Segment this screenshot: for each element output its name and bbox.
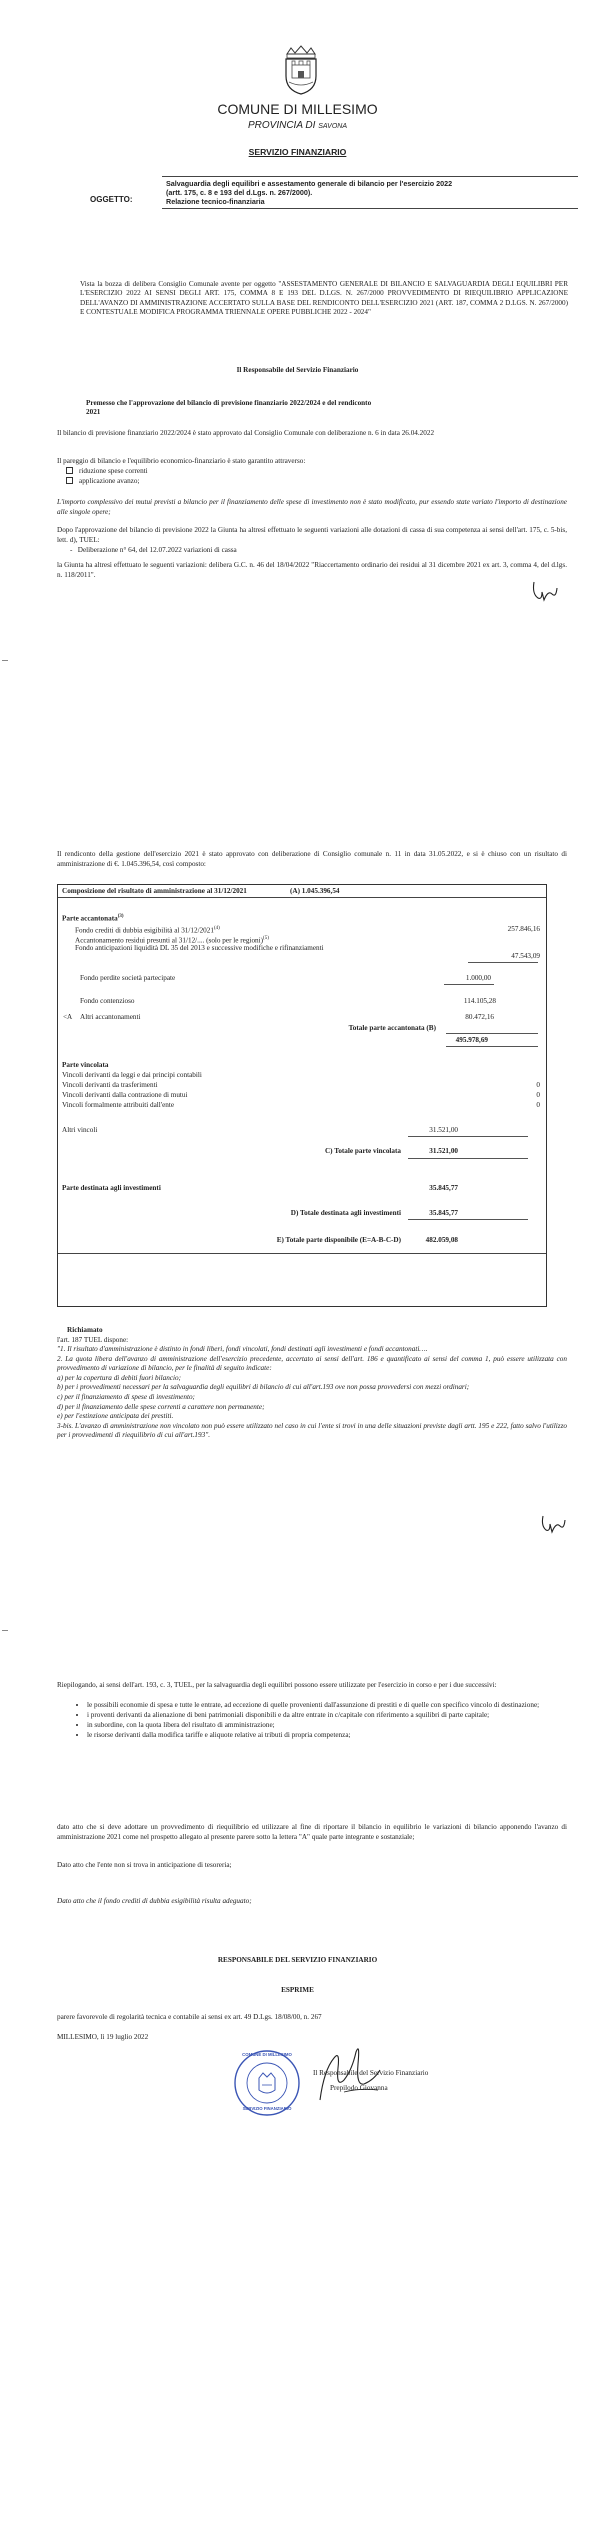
inv-total-label: D) Totale destinata agli investimenti [290,1209,401,1217]
vinc-row-5-value: 31.521,00 [429,1126,458,1134]
vinc-row-5-label: Altri vincoli [62,1126,98,1134]
accant-row-4-label: Fondo perdite società partecipate [80,974,176,982]
subject-section [90,175,578,215]
riepilogando-bullet-2: • i proventi derivanti da alienazione di beni patrimoniali disponibili e da altre entrate in c/capitale con riferimento a squilibri di parte capitale; [87,1710,577,1720]
free-total-value: 482.059,08 [425,1236,458,1244]
subject-label: OGGETTO: [90,195,133,204]
premise-check-2 [66,476,139,486]
richiamato-intro: l'art. 187 TUEL dispone: [57,1336,129,1344]
vinc-row-4-label: Vincoli formalmente attribuiti dall'ente [62,1101,175,1109]
free-total-label: E) Totale parte disponibile (E=A-B-C-D) [276,1236,401,1244]
dato-atto-3: Dato atto che il fondo crediti di dubbia esigibilità risulta adeguato; [57,1897,252,1905]
vinc-row-5-rule [408,1136,528,1137]
accant-title-sup: (3) [117,914,124,919]
check-label-1: riduzione spese correnti [79,467,148,475]
accant-row-4-value: 1.000,00 [465,974,491,982]
table-bottom-rule [58,1253,546,1254]
inv-label: Parte destinata agli investimenti [62,1184,161,1192]
dash-marker: - [70,546,78,554]
inv-value: 35.845,77 [429,1184,458,1192]
service-title: SERVIZIO FINANZIARIO [248,147,347,157]
premise-p3-text: L'importo complessivo dei mutui previsti a bilancio per il finanziamento delle spese di investimento non è stato modificato, pur essendo state variato l'importo di destinazione alle singole opere; [57,498,567,516]
subject-line-3: Relazione tecnico-finanziaria [166,197,265,206]
province-line [0,120,595,131]
sign-title: Il Responsabile del Servizio Finanziario [313,2069,429,2077]
accant-total-label: Totale parte accantonata (B) [348,1024,436,1032]
vinc-row-3-label: Vincoli derivanti dalla contrazione di mutui [62,1091,188,1099]
vinc-total-value: 31.521,00 [429,1147,458,1155]
richiamato-title: Richiamato [67,1326,103,1334]
richiamato-line-7: e) per l'estinzione anticipata dei prestiti. [57,1412,174,1421]
riepilogando-list [57,1700,577,1740]
result-table [57,884,547,1307]
handwritten-initials-2 [540,1512,568,1541]
stamp-top-text: COMUNE DI MILLESIMO [242,2052,292,2057]
riepilogando-bullet-3: • in subordine, con la quota libera del risultato di amministrazione; [87,1720,577,1730]
accant-row-3-rule [468,962,538,963]
province-name: SAVONA [318,123,347,130]
table-header-value: (A) 1.045.396,54 [290,887,340,895]
dato-atto-1: dato atto che si deve adottare un provvedimento di riequilibrio ed utilizzare al fine di riportare il bilancio in equilibrio le variazioni di bilancio apponendo l'avanzo di amministrazione 2021 come nel prospetto allegato al presente parere sotto la lettera "A" quale parte integrante e sostanziale; [57,1823,567,1841]
intro-paragraph: Vista la bozza di delibera Consiglio Comunale avente per oggetto "ASSESTAMENTO GENERALE DI BILANCIO E SALVAGUARDIA DEGLI EQUILIBRI PER L'ESERCIZIO 2022 AI SENSI DEGLI ART. 175, COMMA 8 E 193 DEL D.LGS. N. 267/2000 PROVVEDIMENTO DI RIEQUILIBRIO APPLICAZIONE DELL'AVANZO DI AMMINISTRAZIONE ACCERTATO SULLA BASE DEL RENDICONTO DELL'ESERCIZIO 2021 (ART. 187, COMMA 2 D.LGS. N. 267/2000) E CONTESTUALE MODIFICA PROGRAMMA TRIENNALE OPERE PUBBLICHE 2022 - 2024" [80,280,568,316]
rendiconto-paragraph: Il rendiconto della gestione dell'esercizio 2021 è stato approvato con deliberazione di Consiglio comunale n. 11 in data 31.05.2022, e si è chiuso con un risultato di amministrazione di €. 1.045.396,54, così composto: [57,850,567,868]
dato-atto-2: Dato atto che l'ente non si trova in anticipazione di tesoreria; [57,1861,232,1869]
richiamato-line-8: 3-bis. L'avanzo di amministrazione non vincolato non può essere utilizzato nel caso in cui l'ente si trovi in una delle situazioni previste dagli artt. 195 e 222, fatto salvo l'utilizzo per i provvedimenti di riequilibrio di cui all'art.193". [57,1421,567,1440]
vinc-row-4-value: 0 [536,1101,540,1109]
accant-row-5-value: 114.105,28 [463,997,496,1005]
richiamato-line-4: b) per i provvedimenti necessari per la salvaguardia degli equilibri di bilancio di cui all'art.193 ove non possa provvedersi con mezzi ordinari; [57,1383,470,1392]
closing-place-date: MILLESIMO, lì 19 luglio 2022 [57,2033,149,2041]
premise-p4: Dopo l'approvazione del bilancio di previsione 2022 la Giunta ha altresì effettuato le seguenti variazioni alle dotazioni di cassa di sua competenza ai sensi dell'art. 175, c. 5-bis, lett. d), TUEL: [57,526,567,544]
vinc-total-label: C) Totale parte vincolata [324,1147,401,1155]
accant-title-text: Parte accantonata [62,914,118,923]
closing-esprime: ESPRIME [281,1986,314,1994]
richiamato-line-5: c) per il finanziamento di spese di investimento; [57,1392,195,1401]
official-stamp [232,2048,302,2118]
premise-check-1 [66,466,148,476]
premise-title-2: 2021 [86,408,101,416]
vinc-title: Parte vincolata [62,1061,109,1069]
accant-total-value: 495.978,69 [455,1036,488,1044]
table-header-label: Composizione del risultato di amministrazione al 31/12/2021 [62,887,247,895]
accant-total-rule-2 [446,1046,538,1047]
premise-p3 [57,497,567,517]
accant-row-1-sup: (4) [213,926,220,931]
richiamato-text [57,1345,567,1441]
premise-title-1: Premesso che l'approvazione del bilancio di previsione finanziario 2022/2024 e del rendiconto [86,399,372,407]
richiamato-line-2: 2. La quota libera dell'avanzo di amministrazione dell'esercizio precedente, accertato ai sensi dell'art. 186 e quantificato ai sensi del comma 1, può essere utilizzata con provvedimento di variazione di bilancio, per le finalità di seguito indicate: [57,1354,567,1373]
vinc-row-1-label: Vincoli derivanti da leggi e dai principi contabili [62,1071,202,1079]
accant-row-3-value: 47.543,09 [511,952,540,960]
richiamato-line-1: "1. Il risultato d'amministrazione è distinto in fondi liberi, fondi vincolati, fondi destinati agli investimenti e fondi accantonati…. [57,1345,428,1353]
accant-title [62,912,124,923]
vinc-row-2-label: Vincoli derivanti da trasferimenti [62,1081,158,1089]
vinc-total-rule [408,1158,528,1159]
premise-p4-item [70,545,237,555]
city-title: COMUNE DI MILLESIMO [217,101,378,117]
page-break-mark-2 [2,1630,8,1631]
coat-of-arms-logo [281,44,321,96]
accant-row-6-label: Altri accantonamenti [80,1013,141,1021]
subject-line-1: Salvaguardia degli equilibri e assestamento generale di bilancio per l'esercizio 2022 [166,179,453,188]
premise-p5: la Giunta ha altresì effettuato le seguenti variazioni: delibera G.C. n. 46 del 18/04/2022 "Riaccertamento ordinario dei residui al 31 dicembre 2021 ex art. 3, comma 4, del d.lgs. n. 118/2011". [57,561,567,579]
closing-parere: parere favorevole di regolarità tecnica e contabile ai sensi ex art. 49 D.Lgs. 18/08/00, n. 267 [57,2013,322,2021]
accant-row-5-label: Fondo contenzioso [80,997,135,1005]
check-label-2: applicazione avanzo; [79,477,140,485]
accant-total-rule-1 [446,1033,538,1034]
accant-row-3-label: Fondo anticipazioni liquidità DL 35 del 2013 e successive modifiche e rifinanziamenti [75,944,324,952]
premise-p2: Il pareggio di bilancio e l'equilibrio economico-finanziario è stato garantito attraverso: [57,457,306,465]
richiamato-line-3: a) per la copertura di debiti fuori bilancio; [57,1373,181,1382]
page-break-mark-1 [2,660,8,661]
vinc-row-3-value: 0 [536,1091,540,1099]
handwritten-signature [300,2040,410,2115]
checkbox-2 [66,477,73,484]
vinc-row-2-value: 0 [536,1081,540,1089]
premise-p1: Il bilancio di previsione finanziario 2022/2024 è stato approvato dal Consiglio Comunale con deliberazione n. 6 in data 26.04.2022 [57,429,435,437]
accant-row-1-text: Fondo crediti di dubbia esigibilità al 31/12/2021 [75,926,214,935]
riepilogando-bullet-1: • le possibili economie di spesa e tutte le entrate, ad eccezione di quelle provenienti dall'assunzione di prestiti e di quelle con specifico vincolo di destinazione; [87,1700,577,1710]
riepilogando-intro: Riepilogando, ai sensi dell'art. 193, c. 3, TUEL, per la salvaguardia degli equilibri possono essere utilizzate per l'esercizio in corso e per i due successivi: [57,1681,497,1689]
responsible-heading: Il Responsabile del Servizio Finanziario [236,366,359,374]
subject-rule-top [162,176,578,177]
accant-row-6-value: 80.472,16 [465,1013,494,1021]
premise-p4-item-text: Deliberazione n° 64, del 12.07.2022 variazioni di cassa [77,546,237,554]
accant-row-2-sup: (5) [263,936,269,941]
riepilogando-bullet-4: • le risorse derivanti dalla modifica tariffe e aliquote relative ai tributi di propria competenza; [87,1730,577,1740]
richiamato-line-6: d) per il finanziamento delle spese correnti a carattere non permanente; [57,1402,265,1411]
province-prefix: PROVINCIA DI [248,120,316,131]
sign-name: Prepilodo Giovanna [330,2084,388,2092]
subject-line-2: (artt. 175, c. 8 e 193 del d.Lgs. n. 267/2000). [166,188,313,197]
table-header-rule [58,897,546,898]
table-header [58,886,546,897]
left-mark: <A [63,1013,73,1021]
stamp-bottom-text: SERVIZIO FINANZIARIO [242,2106,292,2111]
inv-total-rule [408,1219,528,1220]
handwritten-initials-1 [530,578,560,609]
accant-row-4-rule [444,984,494,985]
subject-rule-bottom [162,208,578,209]
closing-title: RESPONSABILE DEL SERVIZIO FINANZIARIO [217,1956,378,1964]
accant-row-2-text: Accantonamento residui presunti al 31/12/.... (solo per le regioni) [75,936,264,945]
accant-row-1-value: 257.846,16 [507,925,540,933]
checkbox-1 [66,467,73,474]
inv-total-value: 35.845,77 [429,1209,458,1217]
